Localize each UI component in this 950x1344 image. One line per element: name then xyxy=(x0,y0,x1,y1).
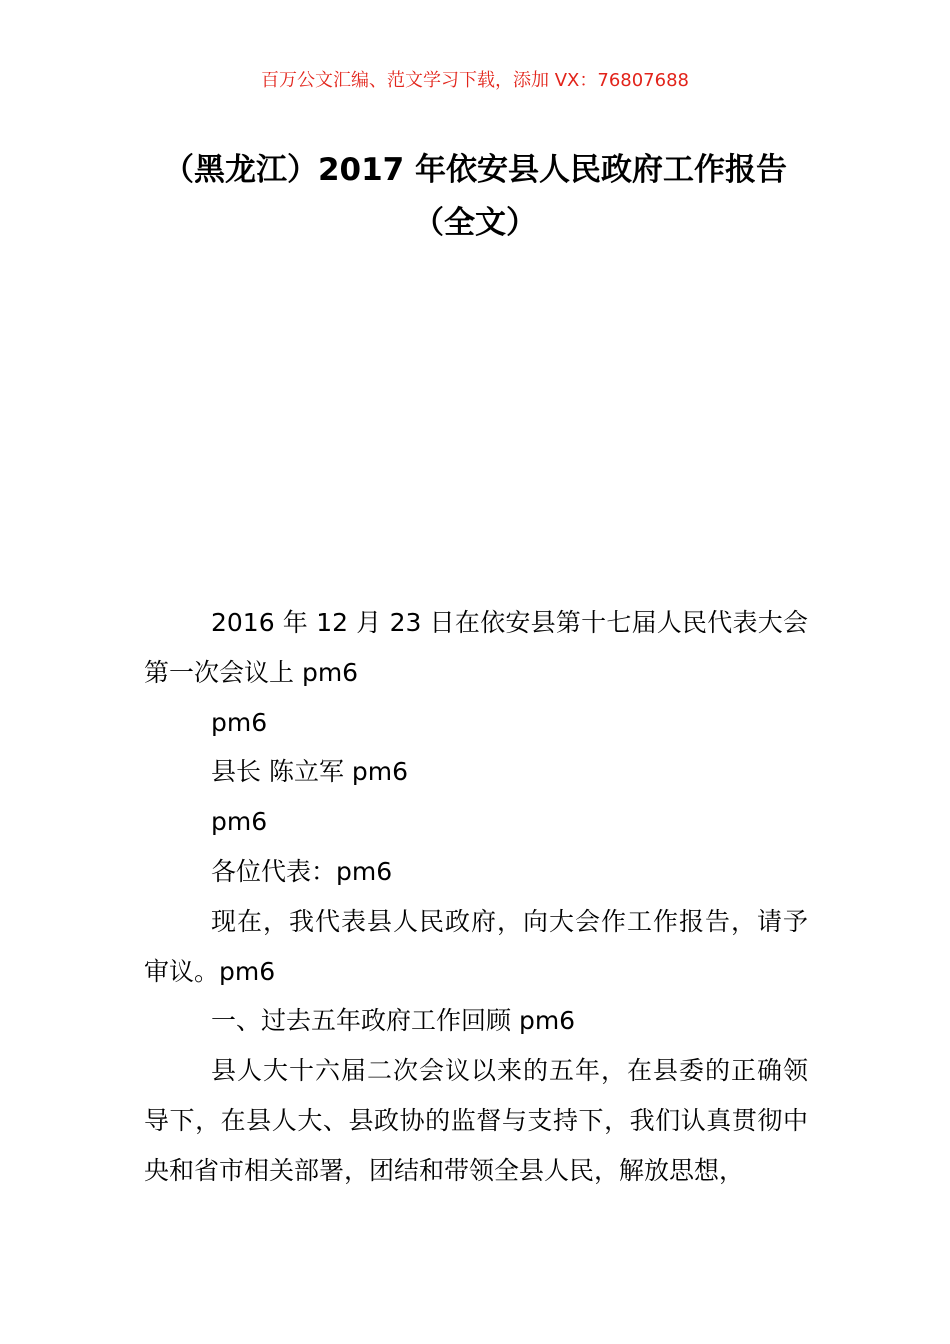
paragraph: pm6 xyxy=(211,707,268,737)
paragraph: 县长 陈立军 pm6 xyxy=(211,757,409,787)
paragraph: 现在，我代表县人民政府，向大会作工作报告，请予审议。pm6 xyxy=(144,906,808,986)
paragraph: 2016 年 12 月 23 日在依安县第十七届人民代表大会第一次会议上 pm6 xyxy=(144,608,808,687)
paragraph: 各位代表：pm6 xyxy=(211,856,393,886)
document-body xyxy=(144,598,808,1196)
document-title: （黑龙江）2017 年依安县人民政府工作报告（全文） xyxy=(162,152,788,241)
paragraph: pm6 xyxy=(211,807,268,837)
header-note: 百万公文汇编、范文学习下载，添加 VX：76807688 xyxy=(261,70,689,91)
paragraph: 县人大十六届二次会议以来的五年，在县委的正确领导下，在县人大、县政协的监督与支持下，我们认真贯彻中央和省市相关部署，团结和带领全县人民，解放思想， xyxy=(144,1056,808,1185)
paragraph: 一、过去五年政府工作回顾 pm6 xyxy=(211,1006,576,1036)
